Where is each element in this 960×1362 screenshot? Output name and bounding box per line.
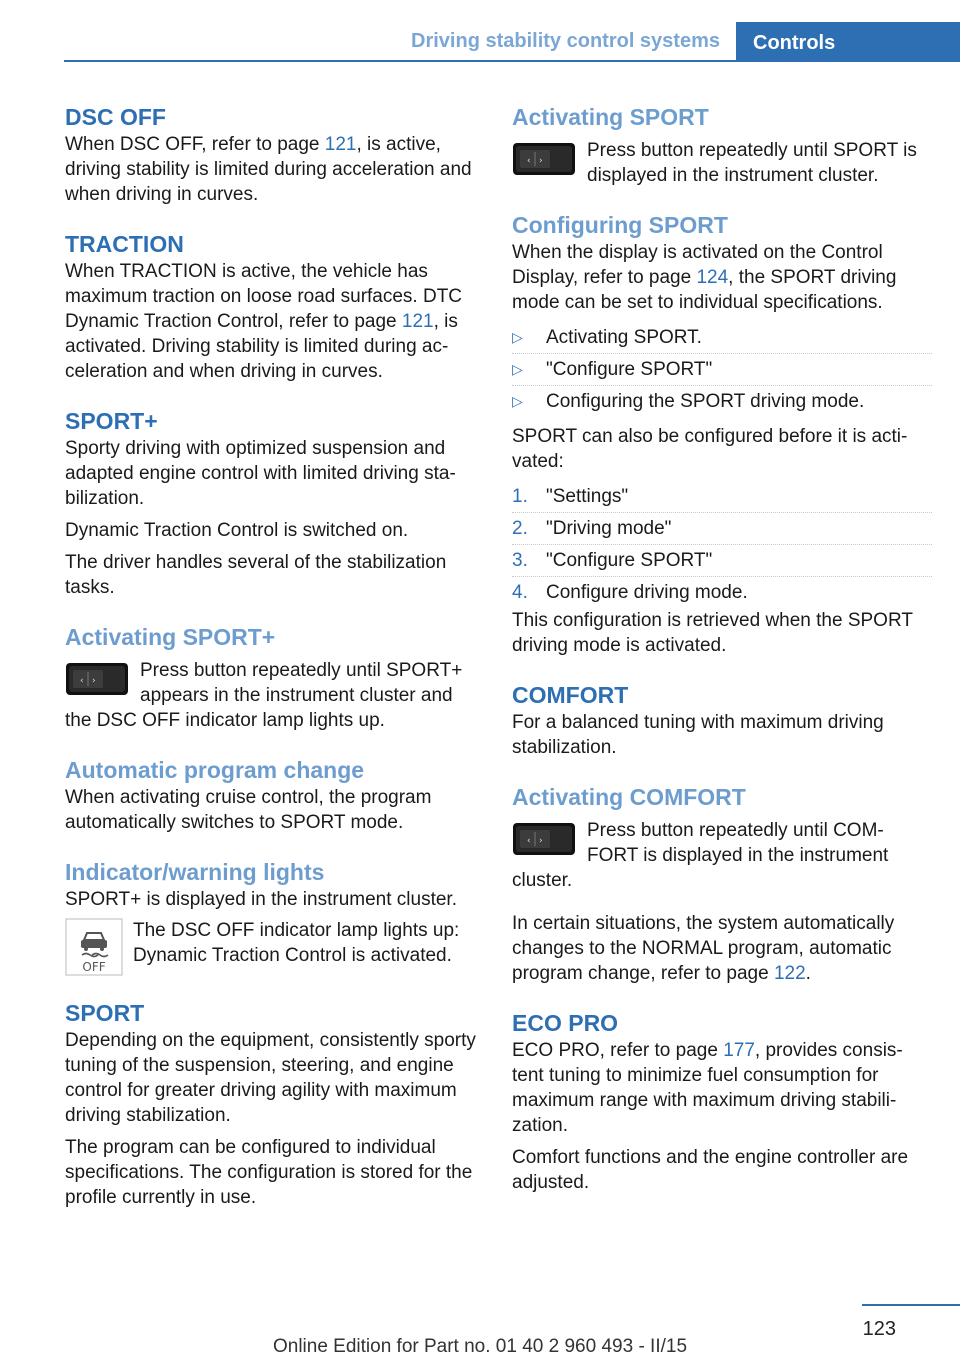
- numbered-list: [512, 481, 932, 608]
- section-eco-pro: [512, 1008, 932, 1195]
- text: When TRACTION is active, the vehicle has maximum traction on loose road surfaces. DTC Dynamic Traction Control, refer to page: [65, 261, 463, 332]
- heading-dsc-off: DSC OFF: [65, 104, 166, 130]
- heading-automatic-program-change: Automatic program change: [65, 757, 365, 783]
- heading-traction: TRACTION: [65, 231, 184, 257]
- heading-activating-comfort: Activating COMFORT: [512, 784, 746, 810]
- icon-text-block: [512, 138, 932, 188]
- svg-text:›: ›: [539, 156, 543, 166]
- list-item: [512, 322, 932, 354]
- paragraph: When activating cruise control, the program automatically switches to SPORT mode.: [65, 787, 432, 833]
- right-column: [512, 102, 932, 1195]
- driving-mode-switch-icon: [65, 662, 129, 696]
- svg-text:OFF: OFF: [82, 960, 106, 974]
- section-dsc-off: [65, 102, 483, 207]
- page-link[interactable]: 122: [773, 963, 806, 984]
- paragraph: The DSC OFF indicator lamp lights up: Dynamic Traction Control is activated.: [133, 920, 460, 966]
- page-number: 123: [862, 1318, 896, 1340]
- paragraph: SPORT+ is displayed in the instrument cluster.: [65, 889, 457, 910]
- heading-activating-sport: Activating SPORT: [512, 104, 709, 130]
- svg-text:›: ›: [92, 676, 96, 686]
- step-list: [512, 322, 932, 417]
- dsc-off-indicator-icon: [65, 918, 123, 976]
- list-item: [512, 577, 932, 608]
- paragraph: Depending on the equipment, consistently sporty tuning of the suspension, steering, and engine control for greater driving agility with maximum driving stabilization.: [65, 1030, 476, 1126]
- list-number: 1.: [512, 486, 528, 507]
- paragraph: Comfort functions and the engine controller are adjusted.: [512, 1147, 909, 1193]
- paragraph: Press button repeatedly until COM‐FORT is displayed in the instrument cluster.: [512, 820, 889, 891]
- header-rule: [64, 60, 960, 62]
- list-item-text: "Settings": [546, 486, 629, 507]
- footer-rule: [862, 1304, 960, 1306]
- page-link[interactable]: 124: [696, 267, 729, 288]
- heading-sport-plus: SPORT+: [65, 408, 158, 434]
- paragraph: Press button repeatedly until SPORT+ appears in the instrument cluster and the DSC OFF indicator lamp lights up.: [65, 660, 463, 731]
- paragraph: The program can be configured to individual specifications. The configuration is stored for the profile currently in use.: [65, 1137, 473, 1208]
- header-section-title: Driving stability control systems: [411, 30, 720, 52]
- section-activating-sport-plus: [65, 622, 483, 733]
- paragraph: For a balanced tuning with maximum driving stabilization.: [512, 712, 884, 758]
- paragraph: Press button repeatedly until SPORT is displayed in the instrument cluster.: [587, 140, 917, 186]
- heading-sport: SPORT: [65, 1000, 145, 1026]
- heading-comfort: COMFORT: [512, 682, 629, 708]
- page-link[interactable]: 177: [723, 1040, 755, 1061]
- icon-text-block: [512, 818, 932, 893]
- list-item-text: "Driving mode": [546, 518, 672, 539]
- text: When the display is activated on the Control Display, refer to page: [512, 242, 883, 288]
- paragraph: Dynamic Traction Control is switched on.: [65, 520, 409, 541]
- text: In certain situations, the system automatically changes to the NORMAL program, automatic program change, refer to page: [512, 913, 895, 984]
- list-item: [512, 513, 932, 545]
- list-item: [512, 481, 932, 513]
- svg-text:›: ›: [539, 836, 543, 846]
- section-activating-comfort: [512, 782, 932, 986]
- header-chapter-tab: Controls: [736, 22, 960, 62]
- section-comfort: [512, 680, 932, 760]
- svg-text:‹: ‹: [527, 836, 531, 846]
- triangle-right-icon: ▷: [512, 329, 523, 345]
- heading-eco-pro: ECO PRO: [512, 1010, 619, 1036]
- list-number: 4.: [512, 582, 528, 603]
- left-column: [65, 102, 483, 1210]
- text: , provides consis‐tent tuning to minimize fuel consumption for maximum range with maximum driving stabili‐zation.: [512, 1040, 903, 1136]
- heading-activating-sport-plus: Activating SPORT+: [65, 624, 276, 650]
- section-configuring-sport: [512, 210, 932, 658]
- page-link[interactable]: 121: [401, 311, 434, 332]
- section-traction: [65, 229, 483, 384]
- driving-mode-switch-icon: [512, 822, 576, 856]
- paragraph: SPORT can also be configured before it is acti‐vated:: [512, 426, 908, 472]
- list-item-text: Configuring the SPORT driving mode.: [546, 391, 865, 412]
- list-item-text: "Configure SPORT": [546, 359, 713, 380]
- paragraph: [65, 132, 483, 207]
- triangle-right-icon: ▷: [512, 361, 523, 377]
- heading-indicator-warning-lights: Indicator/warning lights: [65, 859, 325, 885]
- text: ECO PRO, refer to page: [512, 1040, 724, 1061]
- text: , is active, driving stability is limited during acceleration and when driving in curves.: [65, 134, 472, 205]
- section-sport-plus: [65, 406, 483, 600]
- list-item: [512, 354, 932, 386]
- list-item: [512, 386, 932, 417]
- paragraph: The driver handles several of the stabilization tasks.: [65, 552, 447, 598]
- triangle-right-icon: ▷: [512, 393, 523, 409]
- icon-text-block: [65, 918, 483, 976]
- text: , is activated. Driving stability is limited during ac‐celeration and when driving in curves.: [65, 311, 458, 382]
- section-automatic-program-change: [65, 755, 483, 835]
- page-link[interactable]: 121: [324, 134, 357, 155]
- section-sport: [65, 998, 483, 1210]
- list-item-text: "Configure SPORT": [546, 550, 713, 571]
- svg-text:‹: ‹: [527, 156, 531, 166]
- list-number: 3.: [512, 550, 528, 571]
- paragraph: [512, 240, 932, 315]
- section-activating-sport: [512, 102, 932, 188]
- paragraph: Sporty driving with optimized suspension and adapted engine control with limited driving sta‐bilization.: [65, 438, 456, 509]
- paragraph: [512, 1038, 932, 1138]
- paragraph: [512, 911, 932, 986]
- list-item-text: Configure driving mode.: [546, 582, 748, 603]
- svg-text:‹: ‹: [80, 676, 84, 686]
- driving-mode-switch-icon: [512, 142, 576, 176]
- list-item: [512, 545, 932, 577]
- text: When DSC OFF, refer to page: [65, 134, 325, 155]
- text: .: [805, 963, 811, 984]
- edition-text: Online Edition for Part no. 01 40 2 960 493 - II/15: [272, 1336, 688, 1357]
- heading-configuring-sport: Configuring SPORT: [512, 212, 728, 238]
- list-item-text: Activating SPORT.: [546, 327, 702, 348]
- section-indicator-warning-lights: [65, 857, 483, 976]
- paragraph: This configuration is retrieved when the SPORT driving mode is activated.: [512, 610, 913, 656]
- list-number: 2.: [512, 518, 528, 539]
- text: , the SPORT driving mode can be set to individual specifications.: [512, 267, 897, 313]
- icon-text-block: [65, 658, 483, 733]
- paragraph: [65, 259, 483, 384]
